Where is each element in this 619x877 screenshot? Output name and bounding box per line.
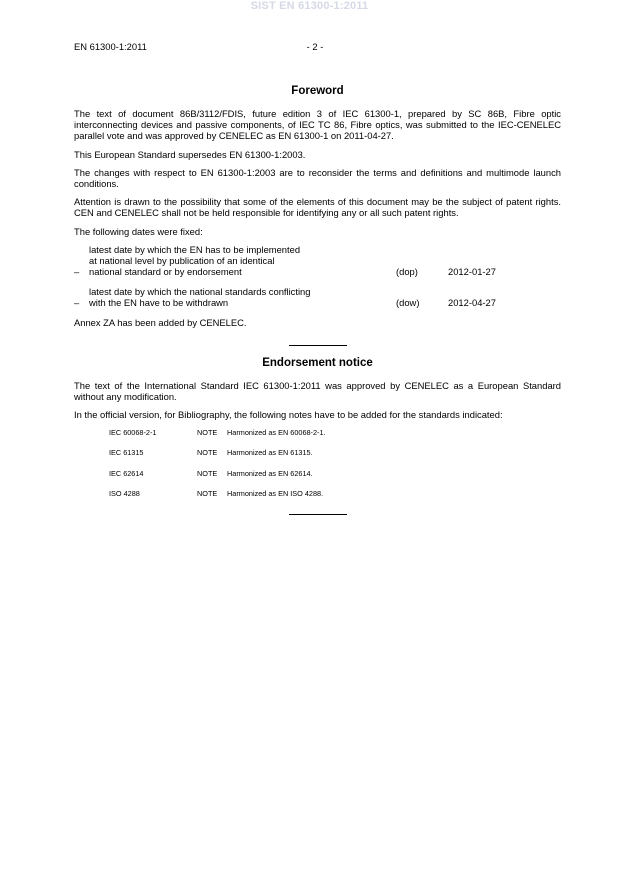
note-label: NOTE [197,427,218,437]
note-text: Harmonized as EN 62614. [227,468,313,478]
date-description-line: with the EN have to be withdrawn [89,296,229,308]
foreword-paragraph-4: Attention is drawn to the possibility that some of the elements of this document may be the subject of patent rights. CEN and CENELEC shall not be held responsible for identifying any or all such patent rights. [74,196,561,219]
page-number: - 2 - [306,41,324,52]
note-text: Harmonized as EN 61315. [227,448,313,458]
section-divider [289,345,347,346]
foreword-title: Foreword [291,85,344,97]
note-text: Harmonized as EN 60068-2-1. [227,427,326,437]
note-row [109,469,561,490]
watermark: SIST EN 61300-1:2011 [250,0,369,12]
foreword-paragraph-6: Annex ZA has been added by CENELEC. [74,316,247,328]
note-standard: IEC 60068-2-1 [109,427,157,437]
endorsement-paragraph-1: The text of the International Standard IEC 61300-1:2011 was approved by CENELEC as a European Standard without any modification. [74,380,561,403]
list-dash: – [74,296,80,308]
date-value: 2012-01-27 [448,265,496,277]
date-description-line: national standard or by endorsement [89,265,242,277]
note-standard: IEC 62614 [109,468,144,478]
note-label: NOTE [197,468,218,478]
note-row [109,489,561,510]
date-description-line: latest date by which the national standards conflicting [89,285,311,297]
foreword-paragraph-3: The changes with respect to EN 61300-1:2003 are to reconsider the terms and definitions and multimode launch conditions. [74,166,561,190]
foreword-paragraph-1: The text of document 86B/3112/FDIS, future edition 3 of IEC 61300-1, prepared by SC 86B, Fibre optic interconnecting devices and passive components, of IEC TC 86, Fibre optics, was submitted to the IEC-CENELEC parallel vote and was approved by CENELEC as EN 61300-1 on 2011-04-27. [74,108,561,142]
endorsement-paragraph-2: In the official version, for Bibliography, the following notes have to be added for the standards indicated: [74,409,503,421]
endorsement-title: Endorsement notice [262,357,373,370]
note-standard: IEC 61315 [109,448,144,458]
note-text: Harmonized as EN ISO 4288. [227,489,324,499]
section-divider [289,514,347,515]
note-standard: ISO 4288 [109,489,140,499]
note-row [109,448,561,469]
date-row-dow [74,286,561,308]
date-value: 2012-04-27 [448,296,496,308]
date-description-line: latest date by which the EN has to be implemented [89,243,301,255]
foreword-paragraph-5: The following dates were fixed: [74,225,203,237]
date-row-dop [74,244,561,277]
date-description [89,244,359,277]
list-dash: – [74,265,80,277]
date-description-line: at national level by publication of an identical [89,254,275,266]
date-code: (dop) [396,265,418,277]
date-description [89,286,359,308]
foreword-paragraph-2: This European Standard supersedes EN 61300-1:2003. [74,148,306,160]
dates-list [74,244,561,308]
note-label: NOTE [197,448,218,458]
document-body [74,85,561,515]
note-row [109,428,561,449]
note-label: NOTE [197,489,218,499]
notes-list [109,428,561,510]
document-id: EN 61300-1:2011 [74,41,147,52]
date-code: (dow) [396,296,420,308]
